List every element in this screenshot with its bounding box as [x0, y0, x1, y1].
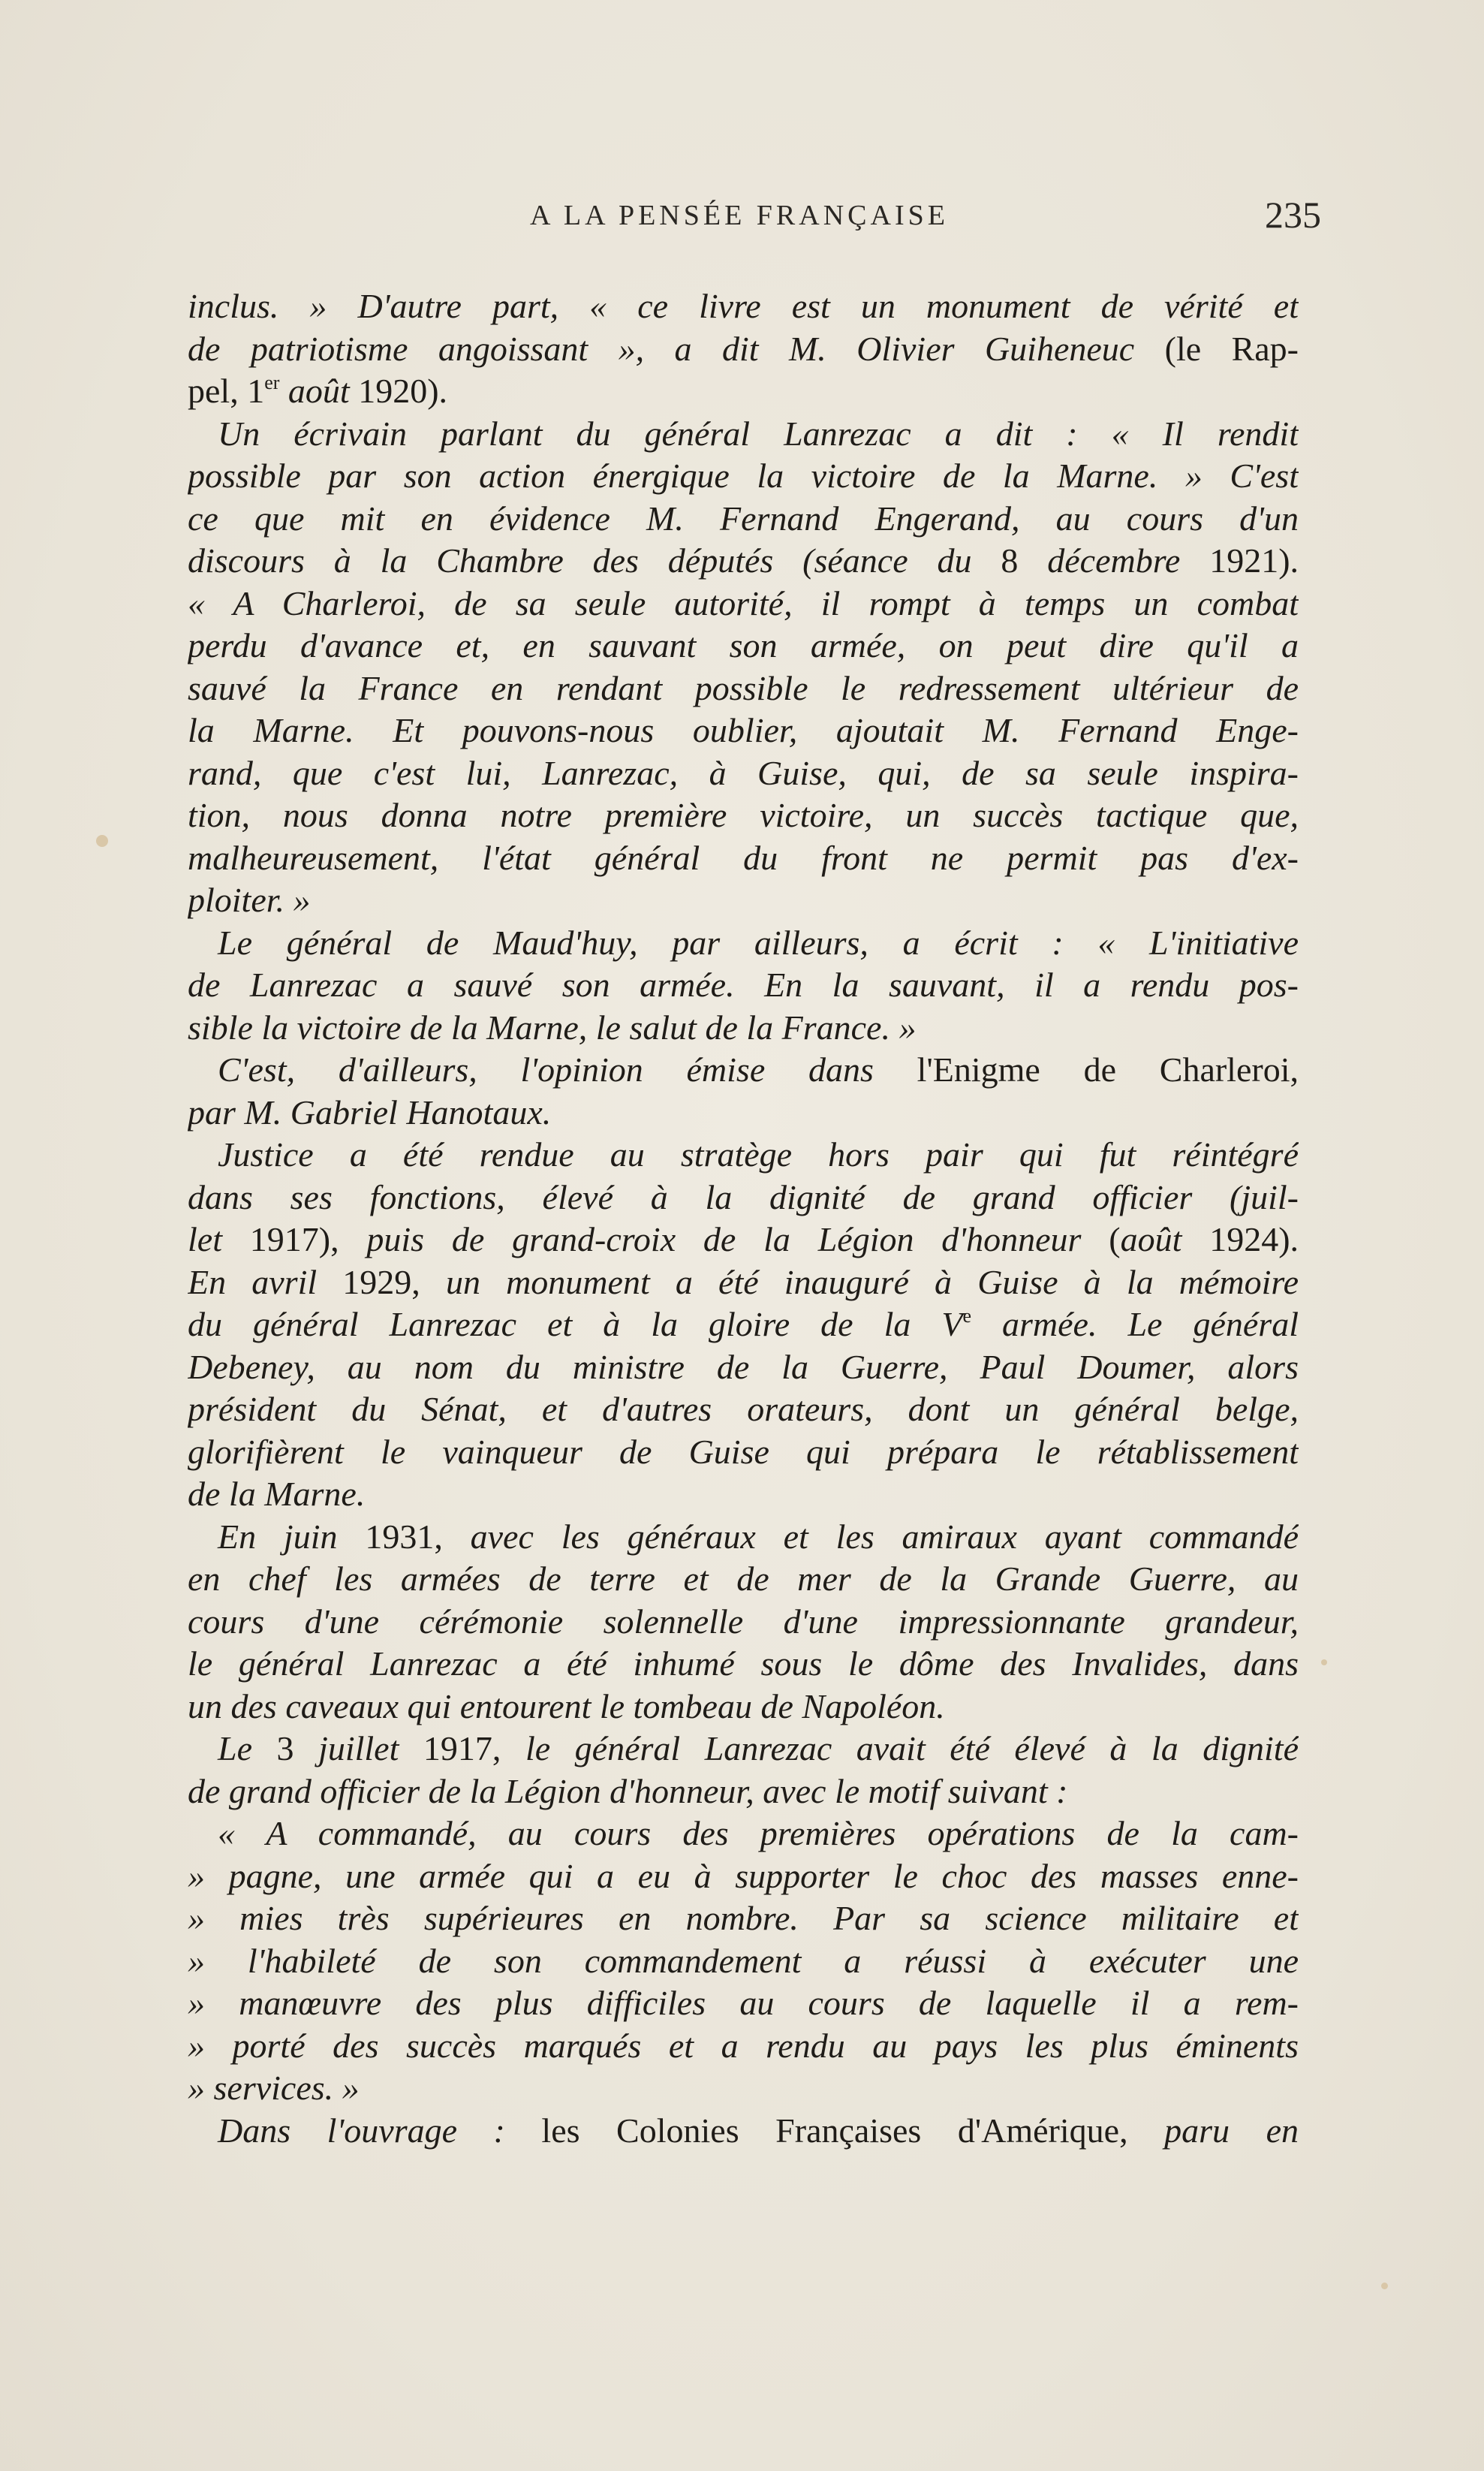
text-run: de Lanrezac a sauvé son armée. En la sauvant, il a rendu pos- [188, 966, 1299, 1004]
text-run: » l'habileté de son commandement a réussi à exécuter une [188, 1941, 1299, 1980]
text-line [188, 1134, 1299, 1177]
text-run: du général Lanrezac et à la gloire de la V [188, 1305, 963, 1343]
text-run: « A commandé, au cours des premières opérations de la cam- [218, 1814, 1299, 1852]
text-line [188, 710, 1299, 752]
text-run: Un écrivain parlant du général Lanrezac a dit : « Il rendit [218, 414, 1299, 453]
text-line [188, 540, 1299, 583]
text-line [188, 413, 1299, 456]
text-run: Dans l'ouvrage : [218, 2111, 542, 2150]
paper-speck [1381, 2283, 1388, 2289]
text-line [188, 1813, 1299, 1855]
text-line [188, 285, 1299, 328]
text-run: 1924). [1209, 1220, 1299, 1258]
text-run: inclus. » [188, 287, 358, 325]
text-run: 8 [1001, 541, 1019, 580]
text-run: D'autre part, « ce livre est un monument de vérité et [357, 287, 1299, 325]
text-run: 1931, [365, 1517, 471, 1556]
page-number: 235 [1265, 194, 1321, 236]
text-line [188, 1686, 1299, 1728]
text-line [188, 625, 1299, 667]
text-line [188, 1261, 1299, 1304]
text-run: tion, nous donna notre première victoire, un succès tactique que, [188, 796, 1299, 834]
text-run: rand, que c'est lui, Lanrezac, à Guise, qui, de sa seule inspira- [188, 753, 1299, 792]
text-run: glorifièrent le vainqueur de Guise qui prépara le rétablissement [188, 1432, 1299, 1471]
text-run: avec les généraux et les amiraux ayant commandé [470, 1517, 1299, 1556]
text-line [188, 1558, 1299, 1601]
text-run [279, 372, 288, 410]
text-run: ploiter. » [188, 881, 311, 919]
text-run: er [264, 372, 280, 393]
text-run: par M. Gabriel Hanotaux. [188, 1092, 552, 1132]
text-run: Debeney, au nom du ministre de la Guerre, Paul Doumer, alors [188, 1347, 1299, 1386]
text-run: » services. » [188, 2069, 360, 2107]
text-line [188, 794, 1299, 837]
text-run: Justice a été rendue au stratège hors pair qui fut réintégré [218, 1135, 1299, 1174]
text-line [188, 837, 1299, 880]
text-run: de la Marne. [188, 1475, 366, 1513]
text-line [188, 1516, 1299, 1559]
text-line [188, 1007, 1299, 1050]
paper-speck [96, 835, 108, 847]
text-run: En avril [188, 1262, 343, 1301]
text-line [188, 964, 1299, 1007]
text-line [188, 1728, 1299, 1770]
text-run: Le [218, 1729, 277, 1767]
text-line [188, 1388, 1299, 1431]
text-run: e [962, 1305, 972, 1327]
running-title: A LA PENSÉE FRANÇAISE [530, 200, 949, 231]
text-line [188, 1219, 1299, 1261]
body-text [188, 285, 1299, 2152]
text-run: ce que mit en évidence M. Fernand Engerand, au cours d'un [188, 499, 1299, 538]
text-run: l'Enigme de Charleroi, [917, 1050, 1299, 1089]
text-line [188, 2110, 1299, 2153]
text-line [188, 667, 1299, 710]
text-run: 3 [276, 1729, 319, 1767]
text-run: Le général de Maud'huy, par ailleurs, a écrit : « L'initiative [218, 923, 1299, 962]
text-run: août [287, 372, 350, 410]
text-line [188, 328, 1299, 371]
text-line [188, 1303, 1299, 1346]
text-run: 1917), [249, 1220, 367, 1258]
text-run: les Colonies Françaises d'Amérique, [541, 2111, 1165, 2150]
text-line [188, 583, 1299, 625]
text-run: sible la victoire de la Marne, le salut de la France. » [188, 1008, 917, 1047]
text-line [188, 922, 1299, 965]
text-run: 1917, [423, 1729, 525, 1767]
text-line [188, 1897, 1299, 1940]
text-run: août [1120, 1220, 1210, 1258]
text-run: discours à la Chambre des députés (séance du [188, 541, 1001, 580]
page-header [165, 194, 1321, 244]
text-run: (le Rap- [1164, 329, 1299, 368]
text-run: malheureusement, l'état général du front ne permit pas d'ex- [188, 838, 1299, 877]
text-run: perdu d'avance et, en sauvant son armée, on peut dire qu'il a [188, 626, 1299, 664]
text-line [188, 1855, 1299, 1898]
paper-speck [1321, 1659, 1327, 1665]
text-run: possible par son action énergique la victoire de la Marne. » C'est [188, 457, 1299, 495]
text-line [188, 2025, 1299, 2068]
text-run: ( [1109, 1220, 1121, 1258]
text-line [188, 498, 1299, 541]
text-run: dans ses fonctions, élevé à la dignité de grand officier (juil- [188, 1177, 1299, 1216]
text-run: » porté des succès marqués et a rendu au pays les plus éminents [188, 2026, 1299, 2065]
text-line [188, 1431, 1299, 1474]
text-line [188, 1177, 1299, 1219]
text-line [188, 1940, 1299, 1983]
text-run: » pagne, une armée qui a eu à supporter le choc des masses enne- [188, 1856, 1299, 1895]
text-line [188, 1643, 1299, 1686]
text-run: président du Sénat, et d'autres orateurs, dont un général belge, [188, 1390, 1299, 1428]
text-run: le général Lanrezac avait été élevé à la dignité [525, 1729, 1299, 1767]
text-line [188, 879, 1299, 922]
text-run: 1929, [342, 1262, 446, 1301]
text-run: la Marne. Et pouvons-nous oublier, ajoutait M. Fernand Enge- [188, 711, 1299, 749]
text-line [188, 1473, 1299, 1516]
text-line [188, 1092, 1299, 1135]
text-run: « A Charleroi, de sa seule autorité, il rompt à temps un combat [188, 583, 1299, 622]
text-run: le général Lanrezac a été inhumé sous le dôme des Invalides, dans [188, 1644, 1299, 1683]
text-run: un des caveaux qui entourent le tombeau de Napoléon. [188, 1686, 945, 1725]
text-run: paru en [1164, 2111, 1299, 2150]
text-line [188, 455, 1299, 498]
text-run: » manœuvre des plus difficiles au cours de laquelle il a rem- [188, 1984, 1299, 2022]
text-run: de grand officier de la Légion d'honneur, avec le motif suivant : [188, 1771, 1068, 1810]
text-run: puis de grand-croix de la Légion d'honneur [366, 1220, 1109, 1258]
text-run: en chef les armées de terre et de mer de la Grande Guerre, au [188, 1559, 1299, 1598]
text-run: » mies très supérieures en nombre. Par sa science militaire et [188, 1899, 1299, 1937]
text-line [188, 1601, 1299, 1644]
text-line [188, 1982, 1299, 2025]
text-run: décembre [1018, 541, 1210, 580]
text-run: sauvé la France en rendant possible le redressement ultérieur de [188, 668, 1299, 707]
text-run: C'est, d'ailleurs, l'opinion émise dans [218, 1050, 917, 1089]
text-line [188, 1346, 1299, 1389]
text-run: un monument a été inauguré à Guise à la mémoire [445, 1262, 1299, 1301]
text-line [188, 752, 1299, 795]
text-run: 1920). [349, 372, 448, 410]
text-line [188, 2067, 1299, 2110]
text-run: armée. Le général [971, 1305, 1299, 1343]
text-run: cours d'une cérémonie solennelle d'une impressionnante grandeur, [188, 1602, 1299, 1641]
text-run: de patriotisme angoissant », a dit M. Olivier Guiheneuc [188, 329, 1165, 368]
text-line [188, 1049, 1299, 1092]
text-run: 1921). [1209, 541, 1299, 580]
text-run: En juin [218, 1517, 366, 1556]
text-run: let [188, 1220, 250, 1258]
text-run: pel, 1 [188, 372, 265, 410]
text-line [188, 1770, 1299, 1813]
text-run: juillet [318, 1729, 423, 1767]
text-line [188, 370, 1299, 413]
